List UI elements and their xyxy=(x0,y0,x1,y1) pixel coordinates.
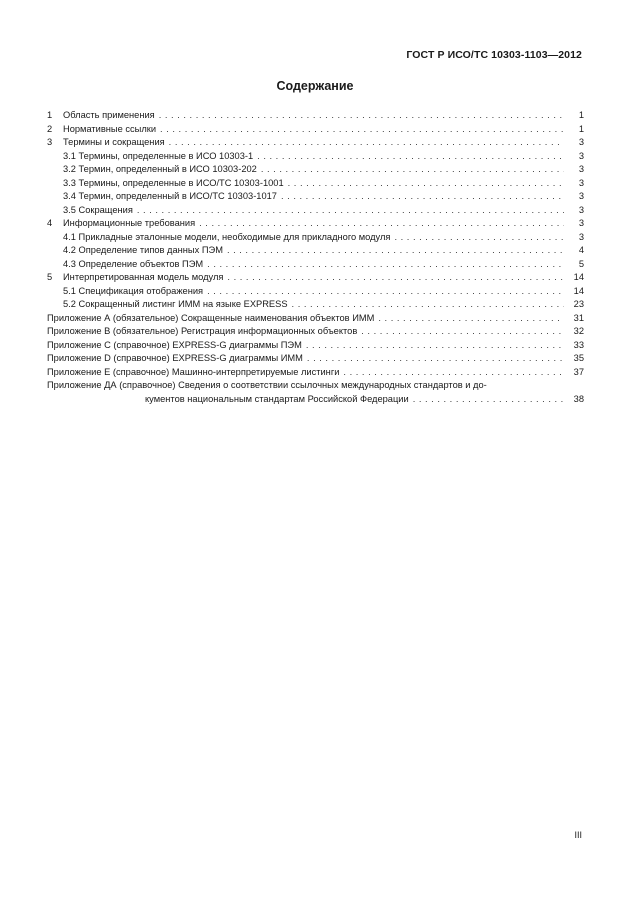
toc-entry-number: 3 xyxy=(47,137,53,147)
toc-entry[interactable] xyxy=(47,177,584,191)
toc-entry-label: Приложение D (справочное) EXPRESS-G диаграммы ИММ xyxy=(47,353,303,363)
toc-entry-page: 33 xyxy=(573,339,584,350)
dot-leader xyxy=(227,271,564,285)
toc-entry[interactable] xyxy=(47,204,584,218)
toc-entry-number: 4 xyxy=(47,218,53,228)
dot-leader xyxy=(207,258,564,272)
document-header: ГОСТ Р ИСО/ТС 10303-1103—2012 xyxy=(406,49,582,61)
dot-leader xyxy=(292,298,564,312)
toc-entry-page: 3 xyxy=(578,150,584,161)
toc-entry-number: 5 xyxy=(47,272,53,282)
dot-leader xyxy=(160,123,564,137)
toc-entry-label: 4.2 Определение типов данных ПЭМ xyxy=(63,245,223,255)
toc-entry-label: 5.2 Сокращенный листинг ИММ на языке EXPRESS xyxy=(63,299,288,309)
toc-entry[interactable] xyxy=(47,285,584,299)
dot-leader xyxy=(169,136,564,150)
dot-leader xyxy=(159,109,564,123)
toc-entry[interactable] xyxy=(47,312,584,326)
table-of-contents xyxy=(47,109,584,406)
toc-entry[interactable] xyxy=(47,366,584,380)
toc-entry[interactable] xyxy=(47,325,584,339)
toc-entry-label: 5.1 Спецификация отображения xyxy=(63,285,204,296)
dot-leader xyxy=(281,190,564,204)
toc-entry-label: 4.3 Определение объектов ПЭМ xyxy=(63,258,204,269)
toc-entry-number: 2 xyxy=(47,123,53,134)
toc-entry-label: Термины и сокращения xyxy=(63,137,165,147)
toc-entry-number: 1 xyxy=(47,110,53,120)
dot-leader xyxy=(307,352,564,366)
toc-entry-page: 3 xyxy=(578,204,584,215)
toc-entry-page: 23 xyxy=(573,299,584,309)
toc-entry-page: 37 xyxy=(573,366,584,377)
toc-entry[interactable] xyxy=(47,339,584,353)
toc-entry-page: 31 xyxy=(573,312,584,323)
dot-leader xyxy=(288,177,564,191)
toc-entry-page: 35 xyxy=(573,353,584,363)
dot-leader xyxy=(361,325,564,339)
dot-leader xyxy=(378,312,564,326)
toc-entry-page: 3 xyxy=(578,218,584,228)
toc-entry-page: 1 xyxy=(578,110,584,120)
page-number: III xyxy=(574,830,582,840)
dot-leader xyxy=(137,204,564,218)
toc-entry[interactable] xyxy=(47,271,584,285)
toc-entry-label: Информационные требования xyxy=(63,218,196,228)
toc-entry-page: 3 xyxy=(578,191,584,201)
dot-leader xyxy=(343,366,564,380)
toc-entry-label: 3.2 Термин, определенный в ИСО 10303-202 xyxy=(63,164,257,174)
toc-entry-line2 xyxy=(47,393,584,407)
toc-entry[interactable] xyxy=(47,244,584,258)
toc-entry[interactable] xyxy=(47,352,584,366)
toc-entry[interactable] xyxy=(47,217,584,231)
dot-leader xyxy=(199,217,564,231)
toc-entry-page: 32 xyxy=(573,326,584,336)
dot-leader xyxy=(306,339,564,353)
toc-entry-label: Приложение E (справочное) Машинно-интерпретируемые листинги xyxy=(47,366,340,377)
toc-entry[interactable] xyxy=(47,298,584,312)
toc-entry-page: 14 xyxy=(573,272,584,282)
toc-entry[interactable] xyxy=(47,190,584,204)
toc-entry[interactable] xyxy=(47,150,584,164)
toc-entry-page: 5 xyxy=(578,258,584,269)
dot-leader xyxy=(227,244,564,258)
dot-leader xyxy=(394,231,564,245)
toc-entry-page: 1 xyxy=(578,123,584,134)
toc-entry-label: Нормативные ссылки xyxy=(63,123,157,134)
toc-entry-page: 3 xyxy=(578,137,584,147)
toc-entry[interactable] xyxy=(47,231,584,245)
toc-entry-page: 14 xyxy=(573,285,584,296)
toc-entry-label: 3.3 Термины, определенные в ИСО/ТС 10303-1001 xyxy=(63,177,284,188)
toc-entry-label: 4.1 Прикладные эталонные модели, необходимые для прикладного модуля xyxy=(63,231,391,242)
dot-leader xyxy=(413,393,564,407)
toc-entry-page: 4 xyxy=(578,245,584,255)
toc-title: Содержание xyxy=(276,79,354,93)
toc-entry-label: Приложение А (обязательное) Сокращенные наименования объектов ИММ xyxy=(47,312,375,323)
toc-entry-label: Приложение В (обязательное) Регистрация информационных объектов xyxy=(47,326,358,336)
dot-leader xyxy=(207,285,564,299)
toc-entry-label: 3.5 Сокращения xyxy=(63,204,133,215)
toc-entry-page: 38 xyxy=(573,393,584,404)
dot-leader xyxy=(261,163,564,177)
toc-entry-label: 3.4 Термин, определенный в ИСО/ТС 10303-1017 xyxy=(63,191,277,201)
toc-entry-label: Область применения xyxy=(63,110,155,120)
toc-entry-label: 3.1 Термины, определенные в ИСО 10303-1 xyxy=(63,150,254,161)
toc-entry-label-line2: кументов национальным стандартам Российской Федерации xyxy=(145,393,409,404)
toc-entry[interactable] xyxy=(47,136,584,150)
dot-leader xyxy=(257,150,564,164)
toc-entry[interactable] xyxy=(47,258,584,272)
toc-entry-label-line1: Приложение ДА (справочное) Сведения о соответствии ссылочных международных стандартов и до- xyxy=(47,380,487,390)
toc-entry-page: 3 xyxy=(578,231,584,242)
toc-entry-page: 3 xyxy=(578,177,584,188)
toc-entry-page: 3 xyxy=(578,164,584,174)
toc-entry[interactable] xyxy=(47,379,584,406)
toc-entry-label: Интерпретированная модель модуля xyxy=(63,272,224,282)
toc-entry[interactable] xyxy=(47,109,584,123)
toc-entry[interactable] xyxy=(47,123,584,137)
toc-entry-label: Приложение С (справочное) EXPRESS-G диаграммы ПЭМ xyxy=(47,339,302,350)
toc-entry[interactable] xyxy=(47,163,584,177)
